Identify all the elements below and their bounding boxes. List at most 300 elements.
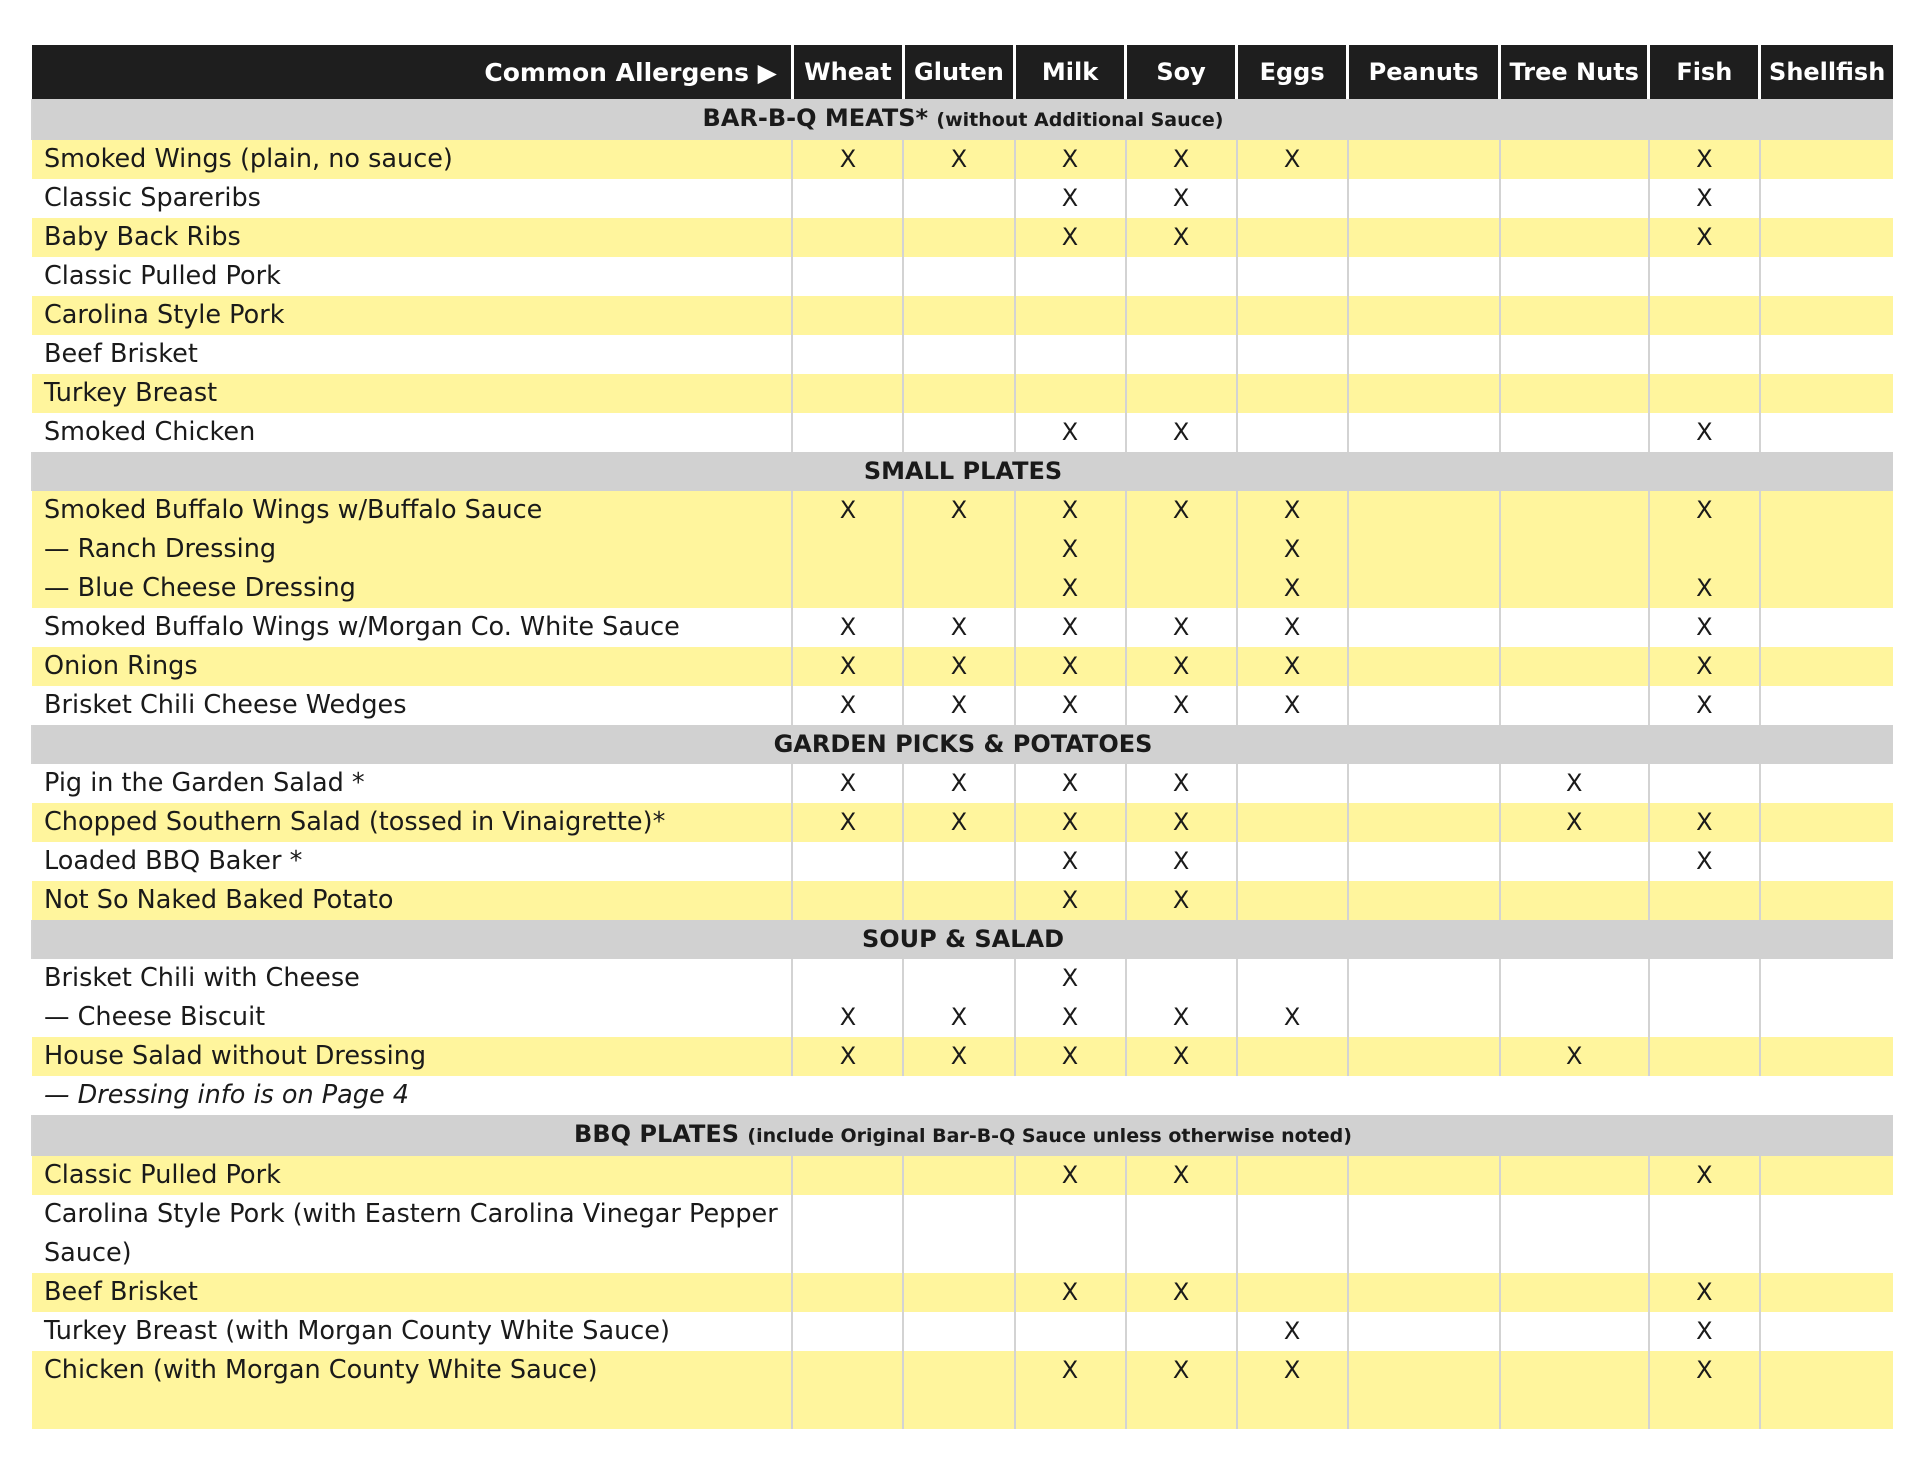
allergen-mark: X <box>1283 496 1301 524</box>
allergen-cell-shellfish <box>1760 1273 1893 1312</box>
allergen-mark: X <box>1696 184 1713 212</box>
menu-item-name: Chicken (with Morgan County White Sauce) <box>32 1351 792 1429</box>
allergen-cell-shellfish <box>1760 647 1893 686</box>
allergen-mark: X <box>1172 808 1190 836</box>
allergen-cell-tree-nuts <box>1500 530 1649 569</box>
allergen-mark: X <box>1172 496 1190 524</box>
allergen-cell-soy <box>1126 1273 1237 1312</box>
allergen-cell-shellfish <box>1760 608 1893 647</box>
allergen-mark: X <box>839 613 857 641</box>
allergen-mark: X <box>1696 1161 1713 1189</box>
allergen-mark: X <box>1283 613 1301 641</box>
allergen-mark: X <box>950 496 968 524</box>
allergen-cell-milk <box>1015 569 1126 608</box>
allergen-cell-fish <box>1649 296 1760 335</box>
allergen-mark: X <box>1283 574 1301 602</box>
common-allergens-label: Common Allergens ▶ <box>32 45 792 99</box>
allergen-cell-fish <box>1649 842 1760 881</box>
allergen-mark: X <box>1696 1356 1713 1384</box>
section-title: GARDEN PICKS & POTATOES <box>773 730 1153 758</box>
table-row <box>32 335 1893 374</box>
allergen-mark: X <box>1696 808 1713 836</box>
allergen-cell-fish <box>1649 1312 1760 1351</box>
allergen-cell-tree-nuts <box>1500 374 1649 413</box>
section-header-row <box>32 920 1893 959</box>
allergen-header-peanuts: Peanuts <box>1348 45 1500 99</box>
allergen-mark: X <box>1061 1356 1079 1384</box>
allergen-cell-fish <box>1649 1273 1760 1312</box>
menu-item-name: — Blue Cheese Dressing <box>32 569 792 608</box>
allergen-mark: X <box>839 145 857 173</box>
allergen-mark: X <box>839 808 857 836</box>
allergen-cell-shellfish <box>1760 491 1893 530</box>
section-header-row <box>32 452 1893 491</box>
allergen-cell-shellfish <box>1760 179 1893 218</box>
allergen-mark: X <box>1061 769 1079 797</box>
allergen-cell-eggs <box>1237 881 1348 920</box>
allergen-cell-soy <box>1126 1195 1237 1273</box>
allergen-cell-tree-nuts <box>1500 296 1649 335</box>
allergen-cell-milk <box>1015 1351 1126 1429</box>
allergen-mark: X <box>1696 223 1713 251</box>
allergen-mark: X <box>1061 418 1079 446</box>
allergen-cell-soy <box>1126 959 1237 998</box>
allergen-cell-eggs <box>1237 335 1348 374</box>
allergen-mark: X <box>1283 535 1301 563</box>
menu-item-name: Loaded BBQ Baker * <box>32 842 792 881</box>
allergen-cell-fish <box>1649 1037 1760 1076</box>
allergen-cell-wheat <box>792 413 903 452</box>
allergen-header-gluten: Gluten <box>903 45 1014 99</box>
allergen-cell-peanuts <box>1348 218 1500 257</box>
allergen-cell-gluten <box>903 1273 1014 1312</box>
allergen-mark: X <box>1061 574 1079 602</box>
allergen-cell-shellfish <box>1760 413 1893 452</box>
allergen-cell-peanuts <box>1348 881 1500 920</box>
allergen-cell-shellfish <box>1760 335 1893 374</box>
allergen-mark: X <box>1696 613 1713 641</box>
allergen-cell-shellfish <box>1760 257 1893 296</box>
section-header-row <box>32 99 1893 140</box>
allergen-cell-shellfish <box>1760 881 1893 920</box>
allergen-cell-peanuts <box>1348 296 1500 335</box>
allergen-cell-milk <box>1015 959 1126 998</box>
allergen-mark: X <box>1172 769 1190 797</box>
allergen-mark: X <box>1696 691 1713 719</box>
allergen-cell-shellfish <box>1760 1312 1893 1351</box>
allergen-cell-gluten <box>903 1312 1014 1351</box>
allergen-mark: X <box>1172 1042 1190 1070</box>
allergen-cell-eggs <box>1237 1312 1348 1351</box>
allergen-cell-eggs <box>1237 764 1348 803</box>
menu-item-name: Smoked Wings (plain, no sauce) <box>32 140 792 179</box>
allergen-cell-eggs <box>1237 1195 1348 1273</box>
allergen-mark: X <box>1061 145 1079 173</box>
allergen-mark: X <box>1061 1003 1079 1031</box>
menu-item-name: Pig in the Garden Salad * <box>32 764 792 803</box>
allergen-cell-fish <box>1649 608 1760 647</box>
allergen-mark: X <box>1172 145 1190 173</box>
allergen-cell-gluten <box>903 1156 1014 1195</box>
menu-item-name: Classic Spareribs <box>32 179 792 218</box>
allergen-cell-gluten <box>903 764 1014 803</box>
allergen-cell-wheat <box>792 881 903 920</box>
allergen-cell-peanuts <box>1348 608 1500 647</box>
allergen-cell-fish <box>1649 998 1760 1037</box>
allergen-cell-peanuts <box>1348 413 1500 452</box>
allergen-mark: X <box>1061 184 1079 212</box>
allergen-cell-milk <box>1015 374 1126 413</box>
allergen-cell-wheat <box>792 1156 903 1195</box>
menu-item-name: Turkey Breast <box>32 374 792 413</box>
allergen-cell-soy <box>1126 998 1237 1037</box>
allergen-cell-tree-nuts <box>1500 179 1649 218</box>
allergen-cell-eggs <box>1237 686 1348 725</box>
menu-item-name: Carolina Style Pork (with Eastern Carolina Vinegar Pepper Sauce) <box>32 1195 792 1273</box>
allergen-mark: X <box>1172 613 1190 641</box>
table-row <box>32 530 1893 569</box>
allergen-cell-wheat <box>792 1195 903 1273</box>
allergen-cell-gluten <box>903 1037 1014 1076</box>
allergen-cell-fish <box>1649 140 1760 179</box>
allergen-cell-shellfish <box>1760 998 1893 1037</box>
menu-item-name: Classic Pulled Pork <box>32 1156 792 1195</box>
allergen-cell-milk <box>1015 1195 1126 1273</box>
allergen-cell-tree-nuts <box>1500 842 1649 881</box>
allergen-cell-milk <box>1015 686 1126 725</box>
allergen-header-soy: Soy <box>1126 45 1237 99</box>
allergen-mark: X <box>1696 418 1713 446</box>
allergen-mark: X <box>1061 808 1079 836</box>
menu-item-name: — Cheese Biscuit <box>32 998 792 1037</box>
allergen-cell-milk <box>1015 803 1126 842</box>
allergen-mark: X <box>950 1042 968 1070</box>
allergen-mark: X <box>950 652 968 680</box>
allergen-cell-peanuts <box>1348 1273 1500 1312</box>
allergen-cell-soy <box>1126 413 1237 452</box>
allergen-cell-tree-nuts <box>1500 1273 1649 1312</box>
allergen-mark: X <box>1172 1356 1190 1384</box>
allergen-cell-wheat <box>792 608 903 647</box>
allergen-cell-wheat <box>792 140 903 179</box>
allergen-cell-fish <box>1649 686 1760 725</box>
table-row <box>32 179 1893 218</box>
table-row <box>32 491 1893 530</box>
allergen-cell-tree-nuts <box>1500 257 1649 296</box>
allergen-cell-fish <box>1649 257 1760 296</box>
allergen-cell-milk <box>1015 998 1126 1037</box>
table-row <box>32 686 1893 725</box>
table-row <box>32 1037 1893 1076</box>
allergen-mark: X <box>1172 691 1190 719</box>
allergen-mark: X <box>1061 1042 1079 1070</box>
allergen-cell-eggs <box>1237 140 1348 179</box>
section-header <box>32 99 1893 140</box>
allergen-cell-peanuts <box>1348 1156 1500 1195</box>
allergen-cell-tree-nuts <box>1500 140 1649 179</box>
allergen-mark: X <box>1061 847 1079 875</box>
table-row <box>32 374 1893 413</box>
allergen-cell-shellfish <box>1760 218 1893 257</box>
menu-item-name: House Salad without Dressing <box>32 1037 792 1076</box>
allergen-cell-soy <box>1126 842 1237 881</box>
table-row <box>32 959 1893 998</box>
allergen-mark: X <box>1061 535 1079 563</box>
allergen-cell-milk <box>1015 1312 1126 1351</box>
allergen-cell-soy <box>1126 1156 1237 1195</box>
menu-item-name: Beef Brisket <box>32 1273 792 1312</box>
allergen-mark: X <box>1696 1278 1713 1306</box>
menu-item-name: Smoked Buffalo Wings w/Buffalo Sauce <box>32 491 792 530</box>
allergen-cell-shellfish <box>1760 686 1893 725</box>
allergen-cell-wheat <box>792 374 903 413</box>
allergen-cell-gluten <box>903 1195 1014 1273</box>
section-header <box>32 725 1893 764</box>
allergen-cell-eggs <box>1237 998 1348 1037</box>
allergen-mark: X <box>1283 145 1301 173</box>
allergen-cell-soy <box>1126 686 1237 725</box>
allergen-mark: X <box>1696 1317 1713 1345</box>
menu-item-name: Classic Pulled Pork <box>32 257 792 296</box>
allergen-cell-tree-nuts <box>1500 335 1649 374</box>
allergen-cell-tree-nuts <box>1500 764 1649 803</box>
allergen-cell-gluten <box>903 608 1014 647</box>
allergen-cell-gluten <box>903 998 1014 1037</box>
table-row <box>32 1312 1893 1351</box>
allergen-cell-tree-nuts <box>1500 491 1649 530</box>
allergen-cell-gluten <box>903 179 1014 218</box>
allergen-cell-peanuts <box>1348 140 1500 179</box>
allergen-cell-gluten <box>903 569 1014 608</box>
allergen-cell-tree-nuts <box>1500 218 1649 257</box>
allergen-cell-peanuts <box>1348 764 1500 803</box>
allergen-mark: X <box>839 496 857 524</box>
allergen-cell-tree-nuts <box>1500 959 1649 998</box>
allergen-mark: X <box>1172 1278 1190 1306</box>
allergen-cell-fish <box>1649 530 1760 569</box>
allergen-mark: X <box>1696 847 1713 875</box>
allergen-mark: X <box>1566 808 1583 836</box>
allergen-cell-milk <box>1015 608 1126 647</box>
allergen-cell-peanuts <box>1348 179 1500 218</box>
allergen-cell-shellfish <box>1760 1351 1893 1429</box>
allergen-cell-milk <box>1015 1273 1126 1312</box>
allergen-cell-fish <box>1649 1156 1760 1195</box>
allergen-cell-tree-nuts <box>1500 1351 1649 1429</box>
menu-item-name: Onion Rings <box>32 647 792 686</box>
allergen-cell-shellfish <box>1760 569 1893 608</box>
allergen-cell-soy <box>1126 179 1237 218</box>
allergen-mark: X <box>1696 574 1713 602</box>
allergen-cell-gluten <box>903 959 1014 998</box>
allergen-cell-milk <box>1015 257 1126 296</box>
menu-item-name: Brisket Chili with Cheese <box>32 959 792 998</box>
allergen-cell-peanuts <box>1348 257 1500 296</box>
table-row <box>32 1351 1893 1429</box>
section-header <box>32 452 1893 491</box>
menu-item-name: — Dressing info is on Page 4 <box>32 1076 1893 1115</box>
allergen-cell-peanuts <box>1348 569 1500 608</box>
allergen-table <box>31 45 1893 1429</box>
table-row <box>32 1273 1893 1312</box>
allergen-cell-soy <box>1126 296 1237 335</box>
allergen-mark: X <box>950 145 968 173</box>
allergen-cell-tree-nuts <box>1500 569 1649 608</box>
allergen-cell-soy <box>1126 335 1237 374</box>
allergen-cell-fish <box>1649 218 1760 257</box>
allergen-cell-eggs <box>1237 647 1348 686</box>
allergen-cell-eggs <box>1237 842 1348 881</box>
table-row <box>32 608 1893 647</box>
section-title: BBQ PLATES <box>574 1120 740 1148</box>
section-header-row <box>32 1115 1893 1156</box>
allergen-cell-fish <box>1649 647 1760 686</box>
header-row <box>32 45 1893 99</box>
allergen-mark: X <box>950 1003 968 1031</box>
allergen-cell-tree-nuts <box>1500 647 1649 686</box>
allergen-cell-milk <box>1015 764 1126 803</box>
allergen-cell-milk <box>1015 179 1126 218</box>
allergen-cell-peanuts <box>1348 686 1500 725</box>
allergen-cell-eggs <box>1237 257 1348 296</box>
menu-item-name: Brisket Chili Cheese Wedges <box>32 686 792 725</box>
allergen-mark: X <box>950 808 968 836</box>
allergen-cell-tree-nuts <box>1500 1312 1649 1351</box>
allergen-mark: X <box>1172 886 1190 914</box>
allergen-cell-soy <box>1126 764 1237 803</box>
table-row <box>32 413 1893 452</box>
allergen-mark: X <box>1283 652 1301 680</box>
allergen-mark: X <box>839 652 857 680</box>
allergen-mark: X <box>1172 1003 1190 1031</box>
allergen-header-wheat: Wheat <box>792 45 903 99</box>
allergen-cell-shellfish <box>1760 296 1893 335</box>
table-body <box>32 99 1893 1429</box>
allergen-cell-shellfish <box>1760 1156 1893 1195</box>
allergen-header-milk: Milk <box>1015 45 1126 99</box>
allergen-header-tree-nuts: Tree Nuts <box>1500 45 1649 99</box>
allergen-cell-eggs <box>1237 296 1348 335</box>
allergen-cell-gluten <box>903 296 1014 335</box>
allergen-cell-wheat <box>792 686 903 725</box>
allergen-cell-eggs <box>1237 1156 1348 1195</box>
allergen-mark: X <box>839 1003 857 1031</box>
allergen-cell-eggs <box>1237 569 1348 608</box>
allergen-cell-peanuts <box>1348 803 1500 842</box>
table-row <box>32 803 1893 842</box>
allergen-cell-fish <box>1649 179 1760 218</box>
section-note: (without Additional Sauce) <box>936 109 1224 131</box>
allergen-mark: X <box>950 613 968 641</box>
allergen-cell-wheat <box>792 842 903 881</box>
allergen-cell-eggs <box>1237 218 1348 257</box>
allergen-cell-soy <box>1126 374 1237 413</box>
allergen-mark: X <box>1696 145 1713 173</box>
allergen-cell-gluten <box>903 803 1014 842</box>
allergen-cell-fish <box>1649 959 1760 998</box>
table-row <box>32 1156 1893 1195</box>
allergen-cell-shellfish <box>1760 959 1893 998</box>
section-header <box>32 920 1893 959</box>
menu-item-name: Smoked Buffalo Wings w/Morgan Co. White Sauce <box>32 608 792 647</box>
table-row <box>32 296 1893 335</box>
table-row <box>32 764 1893 803</box>
allergen-cell-wheat <box>792 491 903 530</box>
allergen-cell-tree-nuts <box>1500 881 1649 920</box>
allergen-cell-gluten <box>903 335 1014 374</box>
table-row <box>32 881 1893 920</box>
allergen-cell-gluten <box>903 686 1014 725</box>
allergen-cell-peanuts <box>1348 491 1500 530</box>
allergen-cell-peanuts <box>1348 530 1500 569</box>
allergen-cell-shellfish <box>1760 374 1893 413</box>
allergen-cell-gluten <box>903 530 1014 569</box>
allergen-cell-wheat <box>792 803 903 842</box>
allergen-cell-fish <box>1649 764 1760 803</box>
allergen-mark: X <box>1172 847 1190 875</box>
allergen-cell-peanuts <box>1348 998 1500 1037</box>
allergen-mark: X <box>1696 652 1713 680</box>
allergen-mark: X <box>1283 1356 1301 1384</box>
allergen-mark: X <box>950 691 968 719</box>
allergen-cell-wheat <box>792 335 903 374</box>
allergen-cell-eggs <box>1237 608 1348 647</box>
allergen-cell-milk <box>1015 296 1126 335</box>
allergen-mark: X <box>1061 613 1079 641</box>
allergen-mark: X <box>1061 964 1079 992</box>
allergen-cell-wheat <box>792 647 903 686</box>
allergen-cell-wheat <box>792 530 903 569</box>
allergen-cell-wheat <box>792 1273 903 1312</box>
allergen-cell-wheat <box>792 764 903 803</box>
allergen-mark: X <box>1566 769 1583 797</box>
allergen-cell-soy <box>1126 608 1237 647</box>
allergen-cell-gluten <box>903 140 1014 179</box>
allergen-cell-milk <box>1015 140 1126 179</box>
allergen-cell-eggs <box>1237 959 1348 998</box>
menu-item-name: Smoked Chicken <box>32 413 792 452</box>
allergen-cell-wheat <box>792 998 903 1037</box>
allergen-cell-eggs <box>1237 374 1348 413</box>
allergen-cell-fish <box>1649 413 1760 452</box>
allergen-cell-wheat <box>792 569 903 608</box>
allergen-cell-gluten <box>903 842 1014 881</box>
section-title: SOUP & SALAD <box>861 925 1065 953</box>
menu-item-name: — Ranch Dressing <box>32 530 792 569</box>
allergen-mark: X <box>839 1042 857 1070</box>
section-title: BAR-B-Q MEATS* <box>702 104 929 132</box>
allergen-cell-milk <box>1015 413 1126 452</box>
section-note: (include Original Bar-B-Q Sauce unless otherwise noted) <box>747 1125 1352 1147</box>
allergen-cell-milk <box>1015 218 1126 257</box>
allergen-cell-milk <box>1015 842 1126 881</box>
section-title: SMALL PLATES <box>863 457 1063 485</box>
allergen-cell-milk <box>1015 335 1126 374</box>
allergen-cell-soy <box>1126 530 1237 569</box>
allergen-cell-soy <box>1126 1312 1237 1351</box>
allergen-mark: X <box>1696 496 1713 524</box>
allergen-cell-tree-nuts <box>1500 1156 1649 1195</box>
allergen-mark: X <box>1061 691 1079 719</box>
allergen-mark: X <box>1172 652 1190 680</box>
allergen-mark: X <box>1172 418 1190 446</box>
allergen-mark: X <box>950 769 968 797</box>
allergen-cell-tree-nuts <box>1500 998 1649 1037</box>
allergen-cell-tree-nuts <box>1500 1037 1649 1076</box>
allergen-cell-gluten <box>903 647 1014 686</box>
allergen-cell-gluten <box>903 218 1014 257</box>
allergen-cell-tree-nuts <box>1500 608 1649 647</box>
